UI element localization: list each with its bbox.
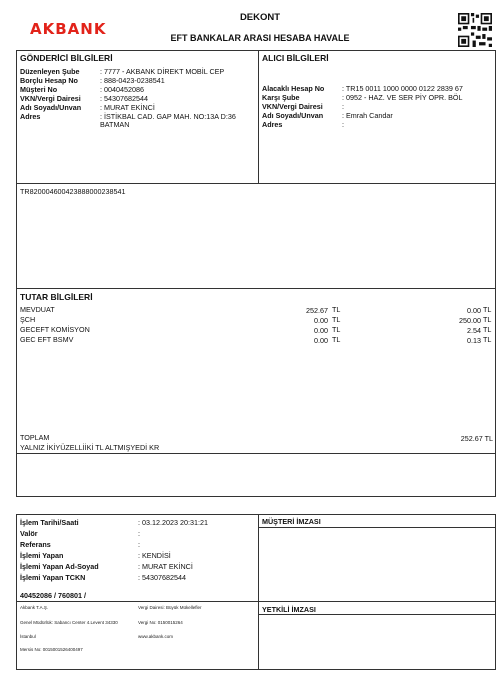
sender-section-title: GÖNDERİCİ BİLGİLERİ [20, 53, 113, 63]
customer-signature-label: MÜŞTERİ İMZASI [262, 517, 321, 526]
amount-row-name: ŞCH [20, 315, 36, 324]
transaction-value: : [138, 529, 140, 538]
amounts-top-line [16, 288, 496, 289]
sender-value: : MURAT EKİNCİ [100, 103, 155, 112]
sender-address: : İSTİKBAL CAD. GAP MAH. NO:13A D:36 BATMAN [100, 112, 236, 129]
transaction-label: Referans [20, 540, 51, 549]
transaction-label: İşlem Tarihi/Saati [20, 518, 79, 527]
amount-row-name: MEVDUAT [20, 305, 55, 314]
sender-label: VKN/Vergi Dairesi [20, 94, 81, 103]
amount-value: 0.00 [467, 306, 481, 315]
amount-value: 2.54 [467, 326, 481, 335]
authorized-signature-label: YETKİLİ İMZASI [262, 605, 316, 614]
receiver-value: : [342, 120, 344, 129]
amount-value: 0.00 [314, 316, 328, 325]
receiver-label: VKN/Vergi Dairesi [262, 102, 323, 111]
amount-currency: TL [483, 315, 492, 324]
sender-label: Borçlu Hesap No [20, 76, 78, 85]
amounts-section-title: TUTAR BİLGİLERİ [20, 292, 93, 302]
transaction-value: : [138, 540, 140, 549]
footer-left-line: İstanbul [20, 634, 36, 639]
receiver-label: Adres [262, 120, 283, 129]
sender-label: Düzenleyen Şube [20, 67, 80, 76]
document-subtitle: EFT BANKALAR ARASI HESABA HAVALE [170, 33, 350, 43]
receiver-label: Alacaklı Hesap No [262, 84, 325, 93]
total-value: 252.67 TL [460, 434, 493, 443]
amount-currency: TL [332, 305, 341, 314]
qr-code-icon [458, 13, 492, 47]
amount-currency: TL [483, 325, 492, 334]
document-title: DEKONT [239, 12, 281, 23]
receiver-value: : [342, 102, 344, 111]
bank-logo: AKBANK [30, 20, 107, 38]
footer-left-line: Genel Müdürlük: Sabancı Center 4.Levent 34330 [20, 620, 118, 625]
footer-left-line: Akbank T.A.Ş. [20, 605, 49, 610]
sender-value: : 0040452086 [100, 85, 144, 94]
transaction-frame [16, 514, 496, 670]
amount-value: 252.67 [306, 306, 328, 315]
receiver-value: : 0952 - HAZ. VE SER PİY OPR. BÖL [342, 93, 463, 102]
amount-currency: TL [332, 315, 341, 324]
sender-value: : 7777 - AKBANK DİREKT MOBİL CEP [100, 67, 225, 76]
amount-currency: TL [332, 325, 341, 334]
total-words-underline [16, 453, 496, 454]
amount-currency: TL [483, 335, 492, 344]
receiver-label: Karşı Şube [262, 93, 300, 102]
transaction-value: : 54307682544 [138, 573, 186, 582]
footer-right-line: Vergi No: 0150015264 [138, 620, 183, 625]
footer-right-line: www.akbank.com [138, 634, 174, 639]
footer-right-line: Vergi Dairesi: Büyük Mükellefler [138, 605, 202, 610]
transaction-value: : 03.12.2023 20:31:21 [138, 518, 208, 527]
total-in-words: YALNIZ İKİYÜZELLİİKİ TL ALTMIŞYEDİ KR [20, 443, 160, 452]
sender-label: Adres [20, 112, 41, 121]
sender-label: Adı Soyadı/Unvan [20, 103, 82, 112]
amount-currency: TL [483, 305, 492, 314]
receiver-section-title: ALICI BİLGİLERİ [262, 53, 329, 63]
customer-signature-line [258, 527, 496, 528]
signature-divider [258, 514, 259, 670]
footer-left-line: Mersis No: 0015001526400497 [20, 647, 83, 652]
receiver-value: : TR15 0011 1000 0000 0122 2839 67 [342, 84, 463, 93]
transaction-ref-code: 40452086 / 760801 / [20, 591, 86, 600]
amount-value: 250.00 [459, 316, 481, 325]
transaction-label: Valör [20, 529, 38, 538]
amount-value: 0.00 [314, 326, 328, 335]
receiver-label: Adı Soyadı/Unvan [262, 111, 324, 120]
transaction-label: İşlemi Yapan Ad-Soyad [20, 562, 99, 571]
info-bottom-line [16, 183, 496, 184]
transaction-value: : KENDİSİ [138, 551, 171, 560]
description-text: TR820004600423888000238541 [20, 187, 126, 196]
amount-value: 0.13 [467, 336, 481, 345]
footer-top-line [16, 601, 496, 602]
authorized-signature-line [258, 614, 496, 615]
transaction-label: İşlemi Yapan [20, 551, 64, 560]
receiver-value: : Emrah Candar [342, 111, 393, 120]
transaction-value: : MURAT EKİNCİ [138, 562, 193, 571]
sender-label: Müşteri No [20, 85, 58, 94]
main-frame [16, 50, 496, 497]
info-divider [258, 50, 259, 183]
amount-currency: TL [332, 335, 341, 344]
sender-value: : 888-0423-0238541 [100, 76, 165, 85]
sender-value: : 54307682544 [100, 94, 148, 103]
amount-row-name: GEC EFT BSMV [20, 335, 74, 344]
transaction-label: İşlemi Yapan TCKN [20, 573, 86, 582]
total-label: TOPLAM [20, 433, 50, 442]
amount-row-name: GECEFT KOMİSYON [20, 325, 90, 334]
amount-value: 0.00 [314, 336, 328, 345]
